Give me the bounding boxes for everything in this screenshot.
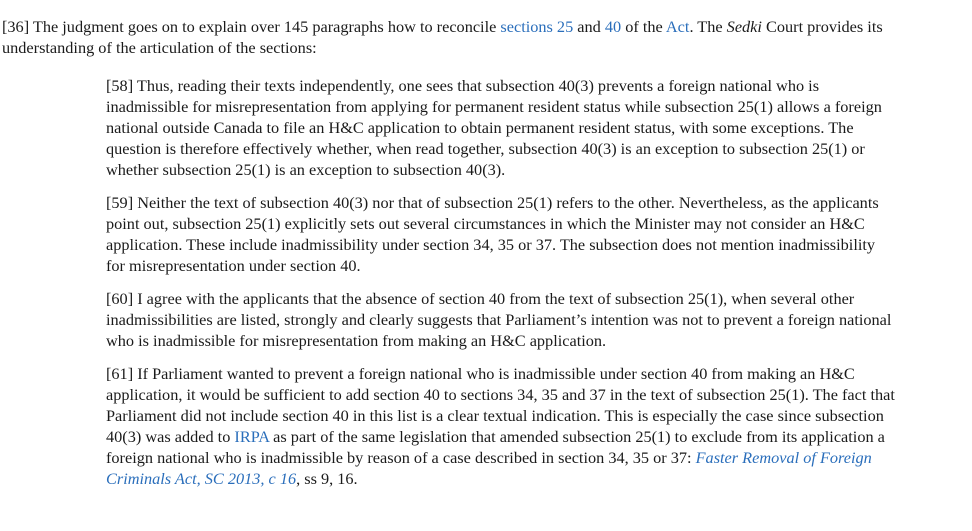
irpa-link[interactable]: IRPA	[234, 427, 270, 446]
sections-25-link[interactable]: sections 25	[500, 17, 574, 36]
section-40-link[interactable]: 40	[604, 17, 622, 36]
intro-text: The judgment goes on to explain over 145 paragraphs how to reconcile	[29, 17, 501, 36]
paragraph-text: If Parliament wanted to prevent a foreign national who is inadmissible under section 40 from making an H&C application, it would be sufficient to add section 40 to sections 34, 35 and 37 in the text of subsection 25(1). The fact that Parliament did not include section 40 in this list is a clear textual indication. This is especially the case since subsection 40(3) was added to	[106, 364, 895, 446]
intro-text: Court provides its understanding of the articulation of the sections:	[2, 17, 883, 57]
paragraph-text: I agree with the applicants that the absence of section 40 from the text of subsection 25(1), when several other inadmissibilities are listed, strongly and clearly suggests that Parliament’s intention was not to prevent a foreign national who is inadmissible for misrepresentation from making an H&C application.	[106, 289, 892, 350]
paragraph-number: [36]	[2, 17, 30, 36]
intro-text: . The	[689, 17, 727, 36]
case-name: Sedki	[726, 17, 762, 36]
paragraph-text: Neither the text of subsection 40(3) nor that of subsection 25(1) refers to the other. Nevertheless, as the applicants point out, subsection 25(1) explicitly sets out several circumstances in which the Minister may not consider an H&C application. These include inadmissibility under section 34, 35 or 37. The subsection does not mention inadmissibility for misrepresentation under section 40.	[106, 193, 879, 275]
paragraph-number: [61]	[106, 364, 134, 383]
quote-paragraph-60	[106, 288, 896, 351]
paragraph-number: [58]	[106, 76, 134, 95]
block-quote	[106, 75, 896, 501]
paragraph-number: [59]	[106, 193, 134, 212]
faster-removal-act-link[interactable]: Faster Removal of Foreign Criminals Act, SC 2013, c 16	[106, 448, 872, 488]
paragraph-number: [60]	[106, 289, 134, 308]
intro-paragraph	[2, 16, 964, 58]
paragraph-text: , ss 9, 16.	[296, 469, 358, 488]
quote-paragraph-59	[106, 192, 896, 276]
paragraph-text: as part of the same legislation that amended subsection 25(1) to exclude from its application a foreign national who is inadmissible by reason of a case described in section 34, 35 or 37:	[106, 427, 885, 467]
quote-paragraph-58	[106, 75, 896, 180]
act-link[interactable]: Act	[665, 17, 690, 36]
paragraph-text: Thus, reading their texts independently, one sees that subsection 40(3) prevents a foreign national who is inadmissible for misrepresentation from applying for permanent resident status while subsection 25(1) allows a foreign national outside Canada to file an H&C application to obtain permanent resident status, with some exceptions. The question is therefore effectively whether, when read together, subsection 40(3) is an exception to subsection 25(1) or whether subsection 25(1) is an exception to subsection 40(3).	[106, 76, 882, 179]
quote-paragraph-61	[106, 363, 896, 489]
intro-text: and	[573, 17, 605, 36]
intro-text: of the	[621, 17, 666, 36]
